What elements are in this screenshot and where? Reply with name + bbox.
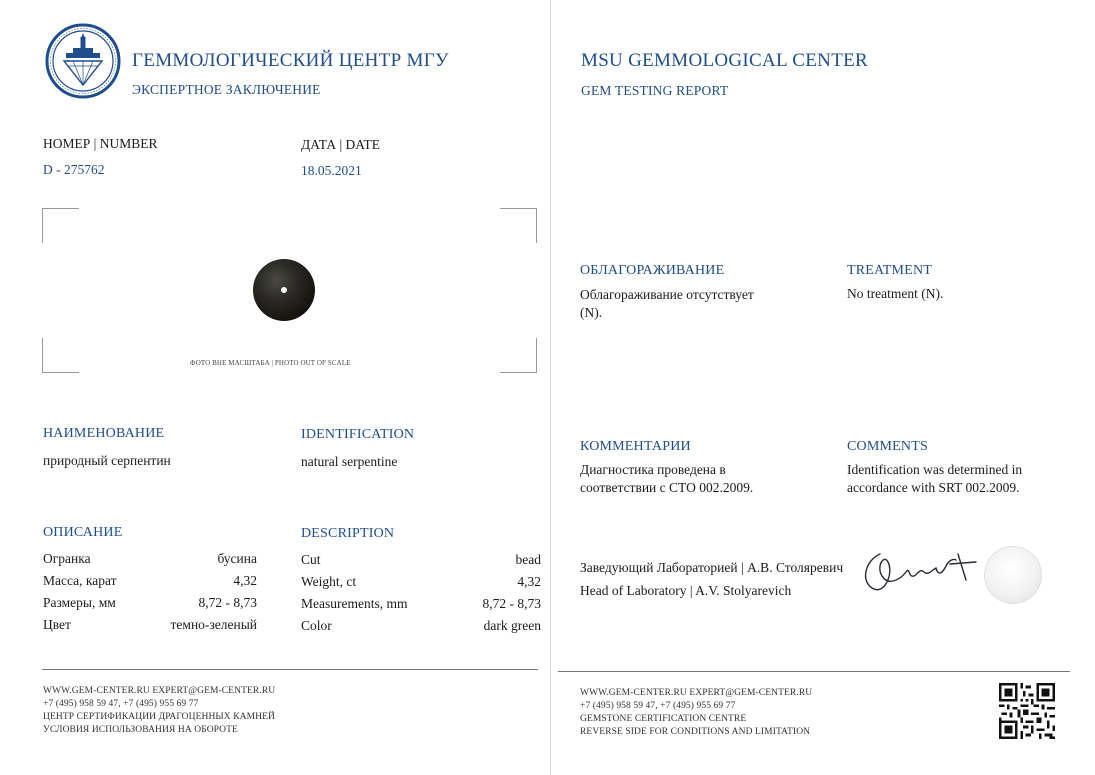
comments-value-ru [580, 461, 753, 497]
desc-key-ru: Размеры, мм [43, 595, 116, 610]
left-title: ГЕММОЛОГИЧЕСКИЙ ЦЕНТР МГУ [132, 50, 449, 71]
treatment-label-ru: ОБЛАГОРАЖИВАНИЕ [580, 263, 725, 278]
desc-val-ru: темно-зеленый [170, 617, 257, 632]
desc-val-en: 8,72 - 8,73 [482, 596, 541, 611]
number-label: НОМЕР | NUMBER [43, 136, 158, 151]
left-subtitle: ЭКСПЕРТНОЕ ЗАКЛЮЧЕНИЕ [132, 82, 321, 97]
treatment-line: Облагораживание отсутствует [580, 287, 754, 302]
comments-line: accordance with SRT 002.2009. [847, 480, 1020, 495]
identification-value-ru: природный серпентин [43, 453, 171, 468]
right-footer [580, 687, 812, 739]
footer-conditions: REVERSE SIDE FOR CONDITIONS AND LIMITATION [580, 727, 811, 737]
photo-frame-corner [500, 338, 537, 373]
comments-label-en: COMMENTS [847, 439, 928, 454]
desc-key-ru: Масса, карат [43, 573, 117, 588]
footer-contacts: WWW.GEM-CENTER.RU EXPERT@GEM-CENTER.RU [580, 688, 813, 698]
date-label: ДАТА | DATE [301, 137, 381, 152]
university-logo-icon [44, 23, 122, 99]
photo-caption: ФОТО ВНЕ МАСШТАБА | PHOTO OUT OF SCALE [190, 359, 351, 367]
desc-val-en: 4,32 [517, 574, 541, 589]
desc-key-en: Measurements, mm [301, 596, 408, 611]
left-footer [43, 685, 275, 737]
desc-val-en: dark green [483, 618, 541, 633]
identification-label-ru: НАИМЕНОВАНИЕ [43, 426, 165, 441]
footer-centre: ЦЕНТР СЕРТИФИКАЦИИ ДРАГОЦЕННЫХ КАМНЕЙ [43, 712, 276, 722]
seal-icon [984, 546, 1042, 604]
desc-key-ru: Огранка [43, 551, 91, 566]
treatment-value-ru [580, 286, 754, 322]
desc-key-en: Weight, ct [301, 574, 357, 589]
footer-centre: GEMSTONE CERTIFICATION CENTRE [580, 714, 747, 724]
footer-phones: +7 (495) 958 59 47, +7 (495) 955 69 77 [580, 701, 736, 711]
comments-line: соответствии с СТО 002.2009. [580, 480, 754, 495]
signature-icon [858, 540, 986, 600]
number-value: D - 275762 [43, 162, 105, 177]
comments-line: Диагностика проведена в [580, 462, 726, 477]
desc-val-ru: бусина [217, 551, 257, 566]
photo-frame-corner [42, 208, 79, 243]
footer-divider [42, 669, 538, 670]
identification-label-en: IDENTIFICATION [301, 427, 415, 442]
page-divider [550, 0, 551, 775]
desc-val-ru: 8,72 - 8,73 [198, 595, 257, 610]
date-value: 18.05.2021 [301, 163, 362, 178]
qr-code-icon[interactable] [999, 683, 1055, 739]
identification-value-en: natural serpentine [301, 454, 398, 469]
footer-conditions: УСЛОВИЯ ИСПОЛЬЗОВАНИЯ НА ОБОРОТЕ [43, 725, 238, 735]
right-subtitle: GEM TESTING REPORT [581, 83, 729, 98]
desc-key-en: Color [301, 618, 332, 633]
signature-en: Head of Laboratory | A.V. Stolyarevich [580, 583, 792, 598]
signature-ru: Заведующий Лабораторией | А.В. Столяревич [580, 560, 844, 575]
description-label-ru: ОПИСАНИЕ [43, 525, 123, 540]
desc-key-ru: Цвет [43, 617, 71, 632]
footer-divider [558, 671, 1070, 672]
photo-frame-corner [42, 338, 79, 373]
photo-frame-corner [500, 208, 537, 243]
desc-key-en: Cut [301, 552, 321, 567]
right-title: MSU GEMMOLOGICAL CENTER [581, 50, 868, 71]
comments-label-ru: КОММЕНТАРИИ [580, 439, 691, 454]
treatment-line: (N). [580, 305, 603, 320]
treatment-value-en: No treatment (N). [847, 286, 944, 301]
comments-value-en [847, 461, 1022, 497]
footer-phones: +7 (495) 958 59 47, +7 (495) 955 69 77 [43, 699, 199, 709]
desc-val-ru: 4,32 [233, 573, 257, 588]
comments-line: Identification was determined in [847, 462, 1023, 477]
gemstone-photo [253, 259, 315, 321]
footer-contacts: WWW.GEM-CENTER.RU EXPERT@GEM-CENTER.RU [43, 686, 276, 696]
desc-val-en: bead [515, 552, 541, 567]
description-label-en: DESCRIPTION [301, 526, 395, 541]
treatment-label-en: TREATMENT [847, 263, 933, 278]
